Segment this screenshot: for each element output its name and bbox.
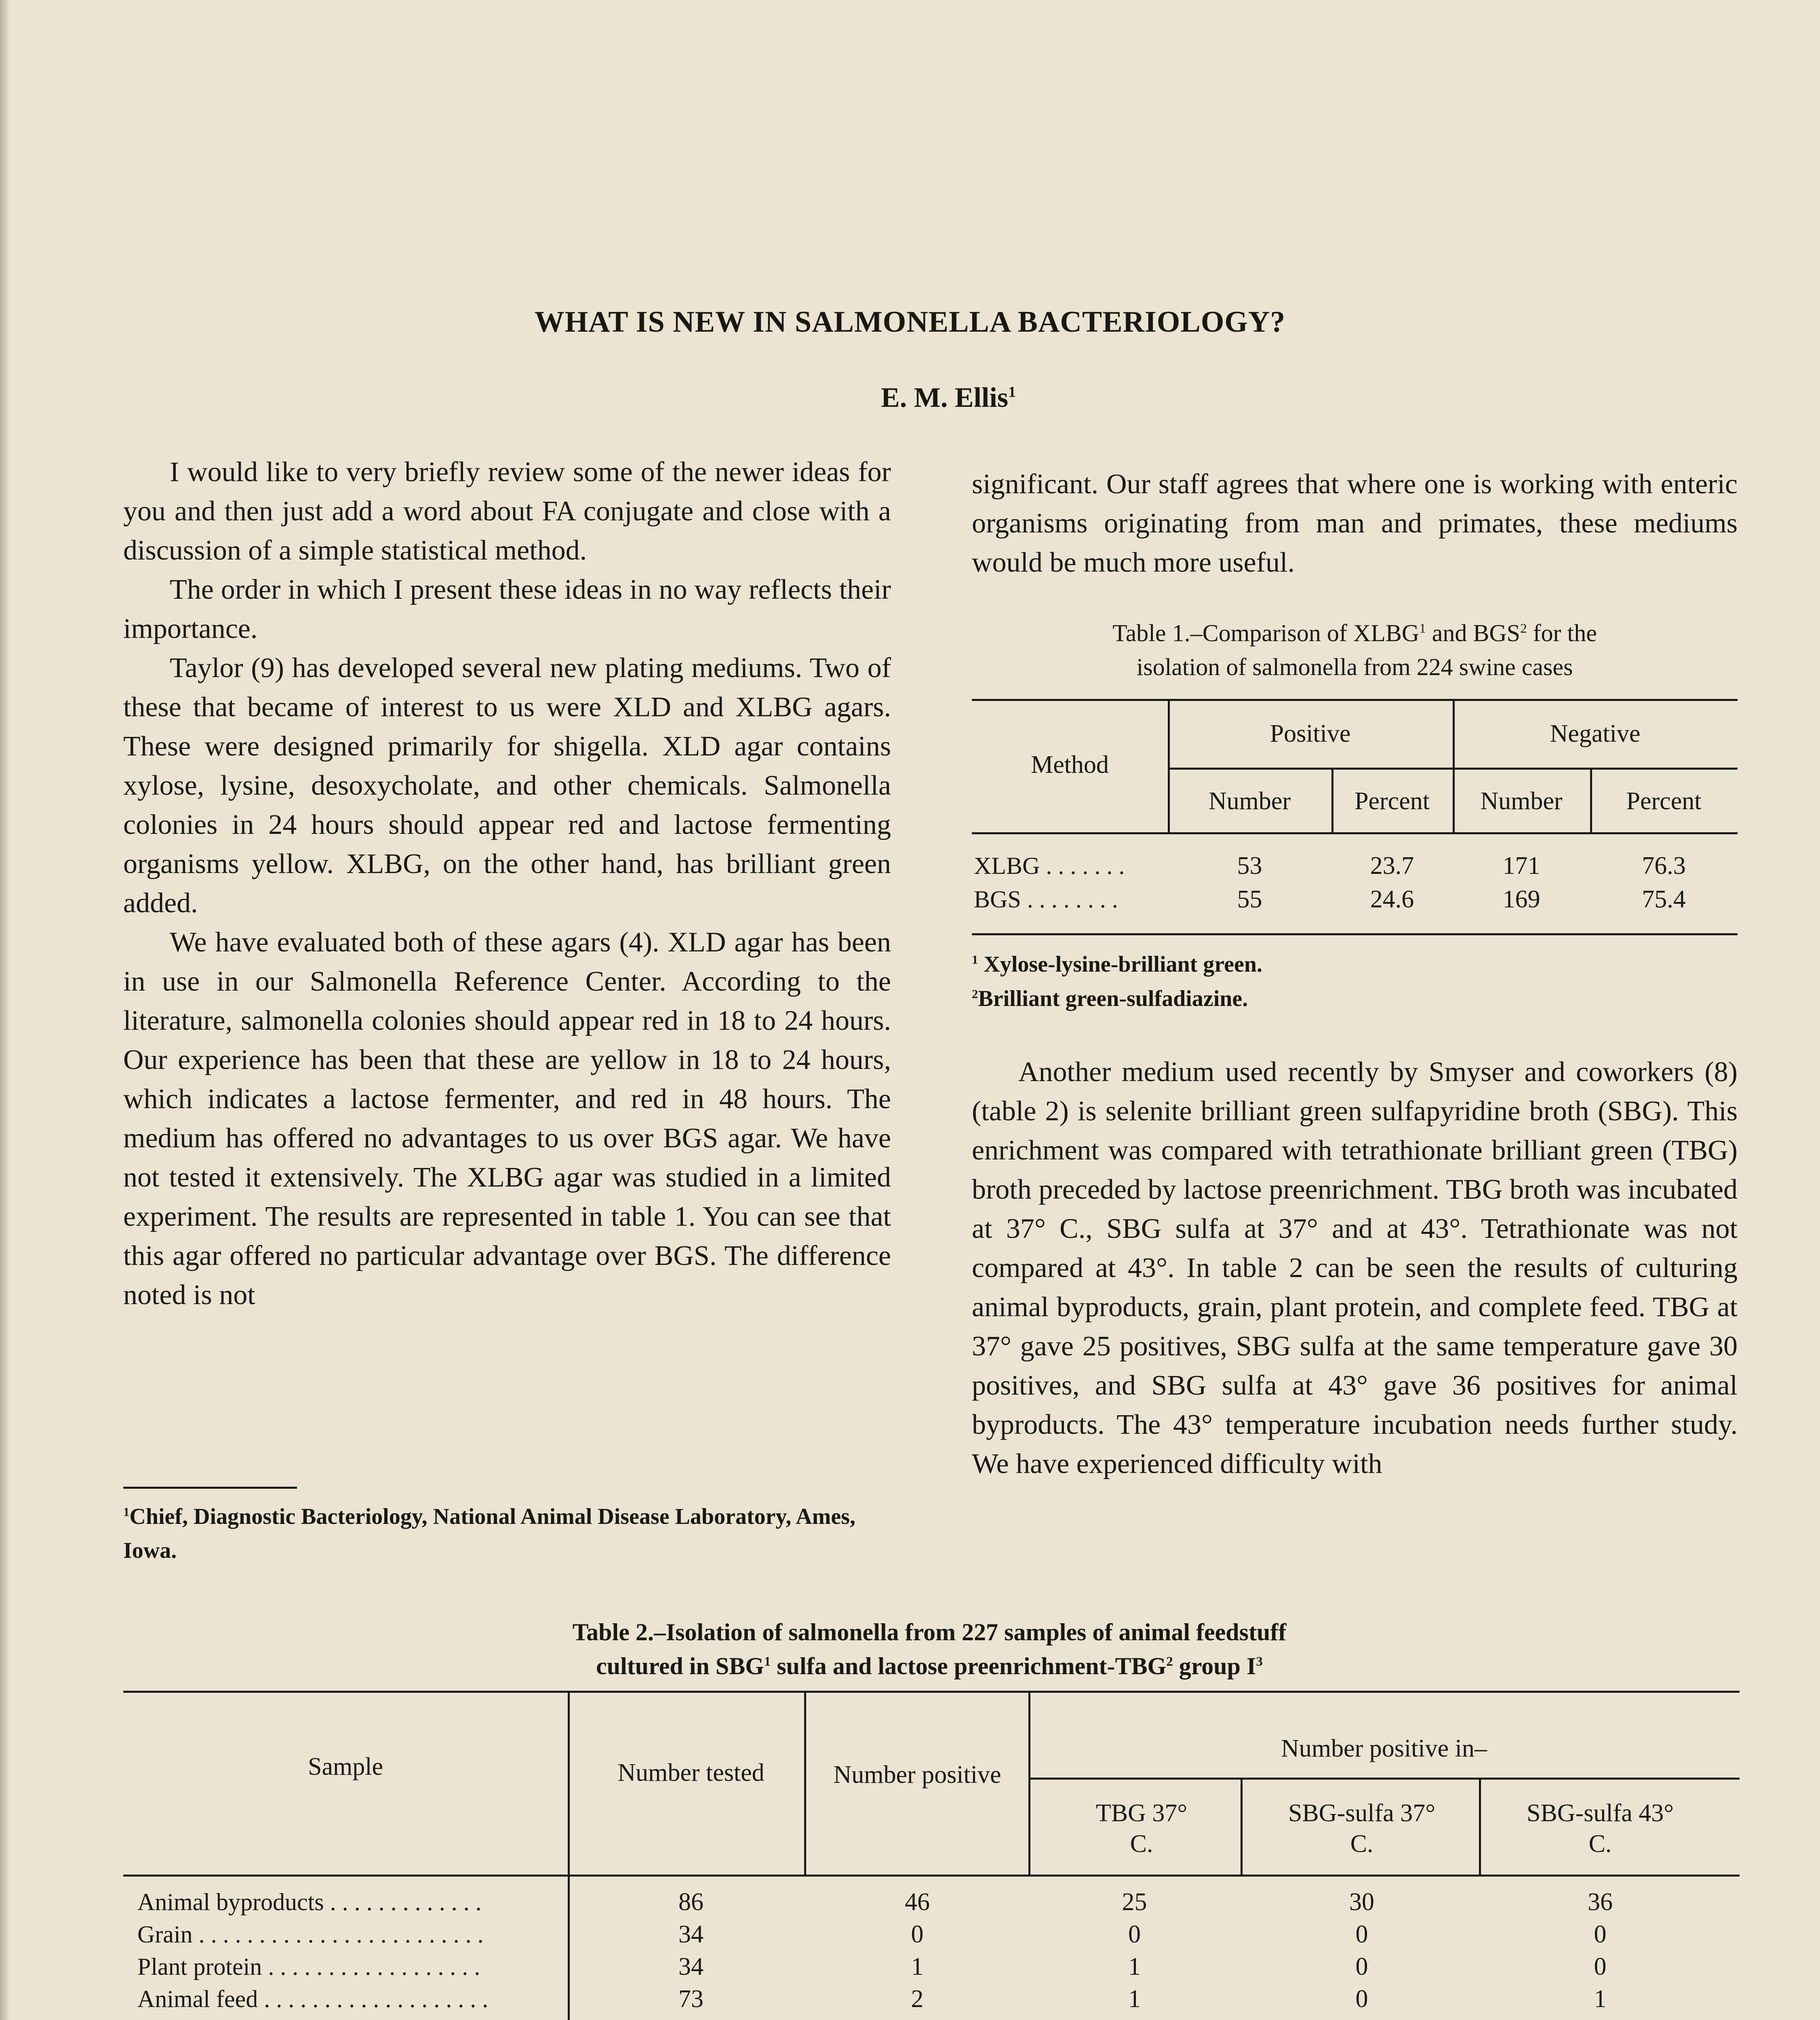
- table2-cell: 46: [905, 1888, 930, 1916]
- table2-cell: 1: [1128, 1985, 1141, 2013]
- right-column-mid: [972, 1052, 1738, 1483]
- paragraph-order: The order in which I present these ideas in no way reflects their importance.: [123, 574, 891, 644]
- table2-cell: 0: [911, 1921, 924, 1948]
- table2-cell: 0: [1594, 1921, 1607, 1948]
- table2-cell: 0: [1355, 1985, 1368, 2013]
- table1-header-neg-percent: Percent: [1626, 787, 1702, 815]
- left-column: [123, 452, 891, 1315]
- table2-header-sample: Sample: [308, 1753, 383, 1780]
- paragraph-taylor: Taylor (9) has developed several new plating mediums. Two of these that became of interest to us were XLD and XLBG agars. These were designed primarily for shigella. XLD agar contains xylose, lysine, desoxycholate, and other chemicals. Salmonella colonies in 24 hours should appear red and lactose fermenting organisms yellow. XLBG, on the other hand, has brilliant green added.: [123, 652, 891, 919]
- table2-header-tested: Number tested: [617, 1759, 765, 1786]
- table1-footnote: $^1$ Xylose-lysine-brilliant green.: [972, 952, 1262, 977]
- table1-header-pos-percent: Percent: [1354, 787, 1430, 815]
- right-column-top: [972, 465, 1738, 582]
- table2-header-tbg: TBG 37° C.: [1095, 1799, 1188, 1858]
- paragraph-significant: significant. Our staff agrees that where one is working with enteric organisms originating from man and primates, these mediums would be much more useful.: [972, 469, 1738, 578]
- table2-vrule: [568, 1691, 570, 2020]
- table1-top-rule: [972, 699, 1738, 701]
- table1-cell: 55: [1237, 886, 1262, 913]
- binding-shadow: [0, 0, 10, 2020]
- paragraph-intro: I would like to very briefly review some of the newer ideas for you and then just add a word about FA conjugate and close with a discussion of a simple statistical method.: [123, 457, 891, 566]
- table1-row-method: XLBG . . . . . . .: [974, 852, 1125, 879]
- table1-caption: Table 1.–Comparison of XLBG$^1$ and BGS$^2$ for the isolation of salmonella from 224 swine cases: [1112, 620, 1597, 680]
- table2-cell: 1: [1594, 1985, 1607, 2013]
- table2-cell: 0: [1128, 1921, 1141, 1948]
- table1-header-method: Method: [1031, 751, 1109, 779]
- table2-row-sample: Plant protein . . . . . . . . . . . . . . . . . .: [137, 1953, 480, 1980]
- table2-row-sample: Animal byproducts . . . . . . . . . . . . .: [137, 1889, 482, 1915]
- table2-header-group: Number positive in–: [1281, 1735, 1487, 1762]
- table1-cell: 53: [1237, 852, 1262, 880]
- table1-footnote: $^2$Brilliant green-sulfadiazine.: [972, 986, 1248, 1011]
- table1-cell: 23.7: [1370, 852, 1414, 880]
- table1-head-rule: [972, 832, 1738, 834]
- table2-cell: 30: [1349, 1888, 1374, 1916]
- table2-cell: 25: [1122, 1888, 1147, 1916]
- table2-cell: 0: [1594, 1953, 1607, 1980]
- table2-cell: 34: [678, 1953, 704, 1980]
- table1-cell: 169: [1502, 886, 1540, 913]
- table2-vrule: [1479, 1778, 1481, 1875]
- article-title: WHAT IS NEW IN SALMONELLA BACTERIOLOGY?: [534, 305, 1286, 339]
- table1-cell: 76.3: [1642, 852, 1686, 880]
- table1-cell: 24.6: [1370, 886, 1414, 913]
- table1-header-negative: Negative: [1550, 720, 1641, 747]
- author-footnote: [123, 1500, 891, 1568]
- table2-cell: 1: [911, 1953, 924, 1980]
- table1-cell: 75.4: [1642, 886, 1686, 913]
- table2-vrule: [1241, 1778, 1243, 1875]
- table1-cell: 171: [1502, 852, 1540, 880]
- table1-header-pos-number: Number: [1208, 787, 1291, 815]
- table2-cell: 34: [678, 1921, 704, 1948]
- table2-cell: 86: [678, 1888, 704, 1916]
- table2-vrule: [804, 1691, 806, 1875]
- table2-caption: Table 2.–Isolation of salmonella from 227 samples of animal feedstuff cultured in SBG$^1$ sulfa and lactose preenrichment-TBG$^2$ group $I^3$: [572, 1619, 1287, 1679]
- table2-header-positive: Number positive: [833, 1761, 1001, 1789]
- table1-header-neg-number: Number: [1480, 787, 1563, 815]
- table2-head-rule: [123, 1875, 1740, 1877]
- table1-row-method: BGS . . . . . . . .: [974, 886, 1118, 913]
- table2-group-rule: [1028, 1778, 1740, 1780]
- author-footnote-text: Chief, Diagnostic Bacteriology, National Animal Disease Laboratory, Ames, Iowa.: [123, 1504, 855, 1563]
- paragraph-smyser: Another medium used recently by Smyser and coworkers (8) (table 2) is selenite brilliant green sulfapyridine broth (SBG). This enrichment was compared with tetrathionate brilliant green (TBG) broth preceded by lactose preenrichment. TBG broth was incubated at 37° C., SBG sulfa at 37° and at 43°. Tetrathionate was not compared at 43°. In table 2 can be seen the results of culturing animal byproducts, grain, plant protein, and complete feed. TBG at 37° gave 25 positives, SBG sulfa at the same temperature gave 30 positives, and SBG sulfa at 43° gave 36 positives for animal byproducts. The 43° temperature incubation needs further study. We have experienced difficulty with: [972, 1056, 1738, 1479]
- table2-cell: 0: [1355, 1921, 1368, 1948]
- table2-row-sample: Grain . . . . . . . . . . . . . . . . . . . . . . . .: [137, 1921, 484, 1948]
- table2-vrule: [1028, 1691, 1030, 1875]
- table2-cell: 2: [911, 1985, 924, 2013]
- table2-cell: 1: [1128, 1953, 1141, 1980]
- table2-cell: 73: [678, 1985, 704, 2013]
- author: [881, 382, 1016, 414]
- table2-cell: 0: [1355, 1953, 1368, 1980]
- table1-bottom-rule: [972, 933, 1738, 935]
- table2-top-rule: [123, 1691, 1740, 1693]
- author-footnote-mark: 1: [1008, 383, 1016, 401]
- paragraph-evaluation: We have evaluated both of these agars (4). XLD agar has been in use in our Salmonella Reference Center. According to the literature, salmonella colonies should appear red in 18 to 24 hours. Our experience has been that these are yellow in 18 to 24 hours, which indicates a lactose fermenter, and red in 48 hours. The medium has offered no advantages to us over BGS agar. We have not tested it extensively. The XLBG agar was studied in a limited experiment. The results are represented in table 1. You can see that this agar offered no particular advantage over BGS. The difference noted is not: [123, 927, 891, 1311]
- table2-header-sbg37: SBG-sulfa 37° C.: [1288, 1799, 1436, 1858]
- table1-header-positive: Positive: [1270, 720, 1351, 747]
- table2-header-sbg43: SBG-sulfa 43° C.: [1526, 1799, 1674, 1858]
- footnote-rule: [123, 1487, 297, 1489]
- author-footnote-number: 1: [123, 1505, 130, 1519]
- table2-cell: 36: [1588, 1888, 1613, 1916]
- table2-row-sample: Animal feed . . . . . . . . . . . . . . . . . . .: [137, 1986, 489, 2012]
- author-name: E. M. Ellis: [881, 382, 1009, 413]
